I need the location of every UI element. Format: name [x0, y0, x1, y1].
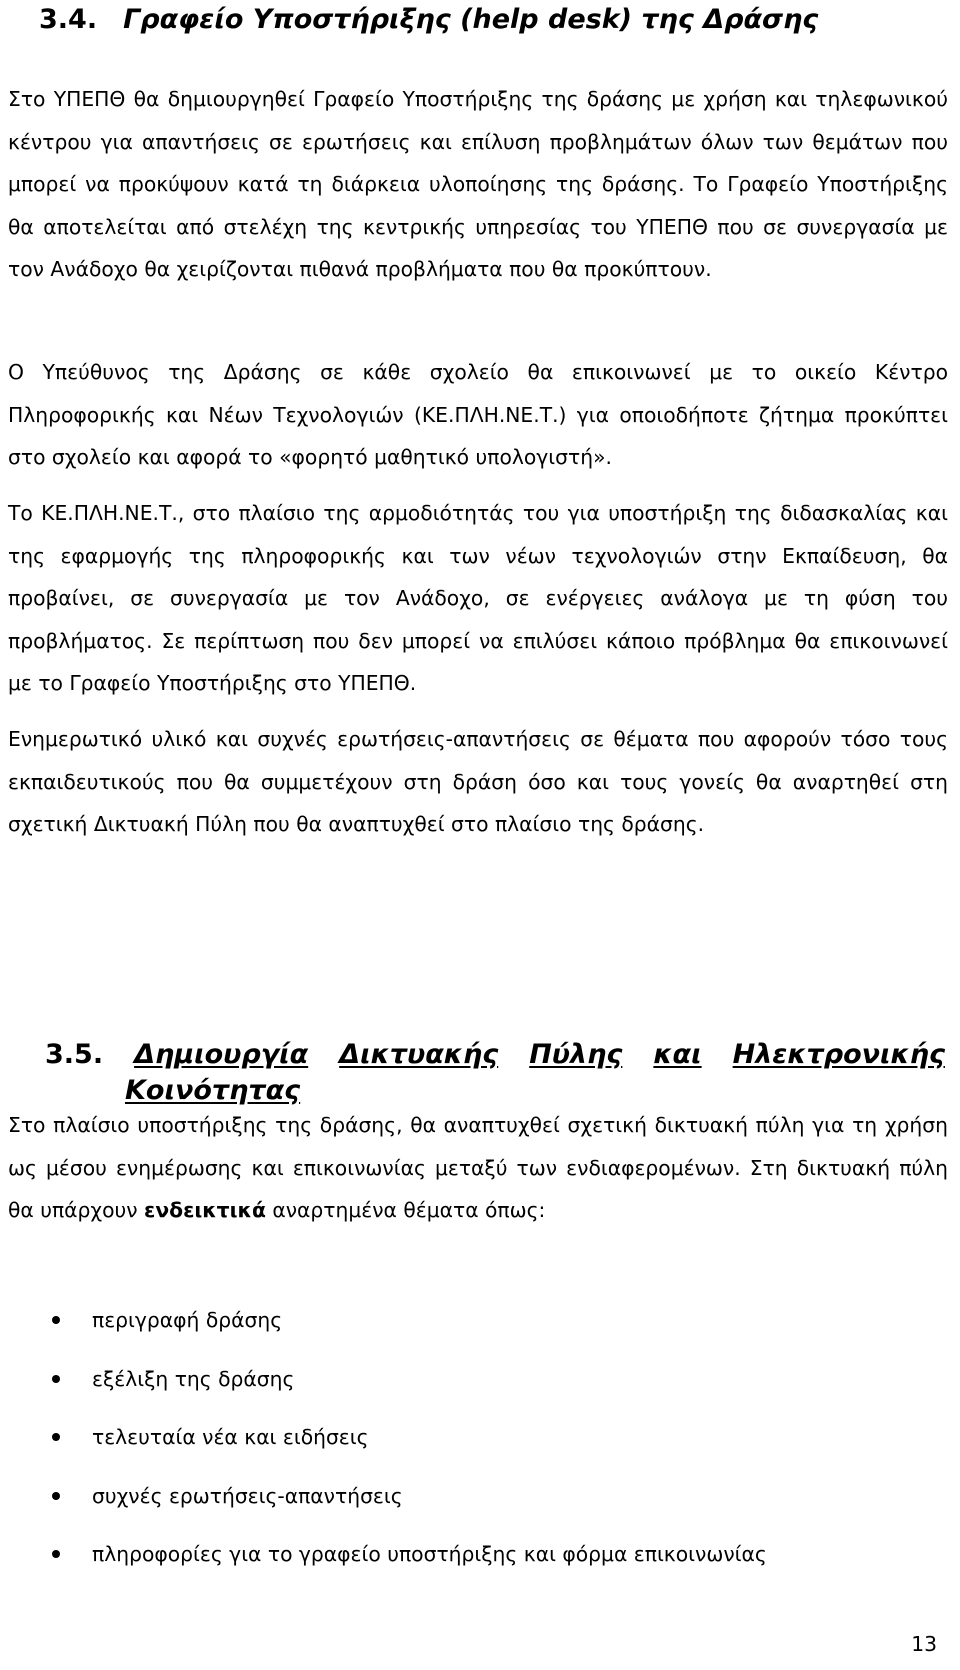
title-word: Δημιουργία	[134, 1039, 309, 1070]
section-title: Γραφείο Υποστήριξης (help desk) της Δράσης	[123, 4, 819, 35]
list-item: περιγραφή δράσης	[0, 1308, 767, 1367]
list-item: συχνές ερωτήσεις-απαντήσεις	[0, 1484, 767, 1543]
paragraph-help-desk-intro: Στο ΥΠΕΠΘ θα δημιουργηθεί Γραφείο Υποστήριξης της δράσης με χρήση και τηλεφωνικού κέντρου για απαντήσεις σε ερωτήσεις και επίλυση προβλημάτων όλων των θεμάτων που μπορεί να προκύψουν κατά τη διάρκεια υλοποίησης της δράσης. Το Γραφείο Υποστήριξης θα αποτελείται από στελέχη της κεντρικής υπηρεσίας του ΥΠΕΠΘ που σε συνεργασία με τον Ανάδοχο θα χειρίζονται πιθανά προβλήματα που θα προκύπτουν.	[8, 87, 948, 282]
portal-topics-list	[0, 1308, 767, 1601]
intro-text: Στο πλαίσιο υποστήριξης της δράσης, θα αναπτυχθεί σχετική δικτυακή πύλη για τη χρήση ως μέσου ενημέρωσης και επικοινωνίας μεταξύ των ενδιαφερομένων. Στη δικτυακή πύλη θα υπάρχουν	[8, 1113, 948, 1223]
intro-bold-text: ενδεικτικά	[144, 1198, 266, 1223]
title-word: Δικτυακής	[339, 1039, 499, 1070]
list-item: τελευταία νέα και ειδήσεις	[0, 1425, 767, 1484]
section-number: 3.5.	[45, 1039, 104, 1070]
section-3-5-heading	[45, 1037, 945, 1109]
list-item: εξέλιξη της δράσης	[0, 1367, 767, 1426]
paragraph-info-material: Ενημερωτικό υλικό και συχνές ερωτήσεις-απαντήσεις σε θέματα που αφορούν τόσο τους εκπαιδευτικούς που θα συμμετέχουν στη δράση όσο και τους γονείς θα αναρτηθεί στη σχετική Δικτυακή Πύλη που θα αναπτυχθεί στο πλαίσιο της δράσης.	[8, 727, 948, 837]
title-word: Κοινότητας	[125, 1075, 301, 1106]
section-number: 3.4.	[39, 4, 98, 35]
paragraph-keplinet: Το ΚΕ.ΠΛΗ.ΝΕ.Τ., στο πλαίσιο της αρμοδιότητάς του για υποστήριξη της διδασκαλίας και της εφαρμογής της πληροφορικής και των νέων τεχνολογιών στην Εκπαίδευση, θα προβαίνει, σε συνεργασία με τον Ανάδοχο, σε ενέργειες ανάλογα με τη φύση του προβλήματος. Σε περίπτωση που δεν μπορεί να επιλύσει κάποιο πρόβλημα θα επικοινωνεί με το Γραφείο Υποστήριξης στο ΥΠΕΠΘ.	[8, 501, 948, 696]
paragraph-portal-intro	[8, 1104, 948, 1232]
paragraph-school-responsible: Ο Υπεύθυνος της Δράσης σε κάθε σχολείο θα επικοινωνεί με το οικείο Κέντρο Πληροφορικής και Νέων Τεχνολογιών (ΚΕ.ΠΛΗ.ΝΕ.Τ.) για οποιοδήποτε ζήτημα προκύπτει στο σχολείο και αφορά το «φορητό μαθητικό υπολογιστή».	[8, 360, 948, 470]
title-word: και	[653, 1039, 702, 1070]
title-word: Ηλεκτρονικής	[732, 1039, 945, 1070]
intro-text-end: αναρτημένα θέματα όπως:	[265, 1198, 546, 1223]
page-number: 13	[911, 1632, 937, 1656]
list-item: πληροφορίες για το γραφείο υποστήριξης και φόρμα επικοινωνίας	[0, 1542, 767, 1601]
section-3-4-heading	[39, 2, 818, 38]
title-word: Πύλης	[529, 1039, 623, 1070]
